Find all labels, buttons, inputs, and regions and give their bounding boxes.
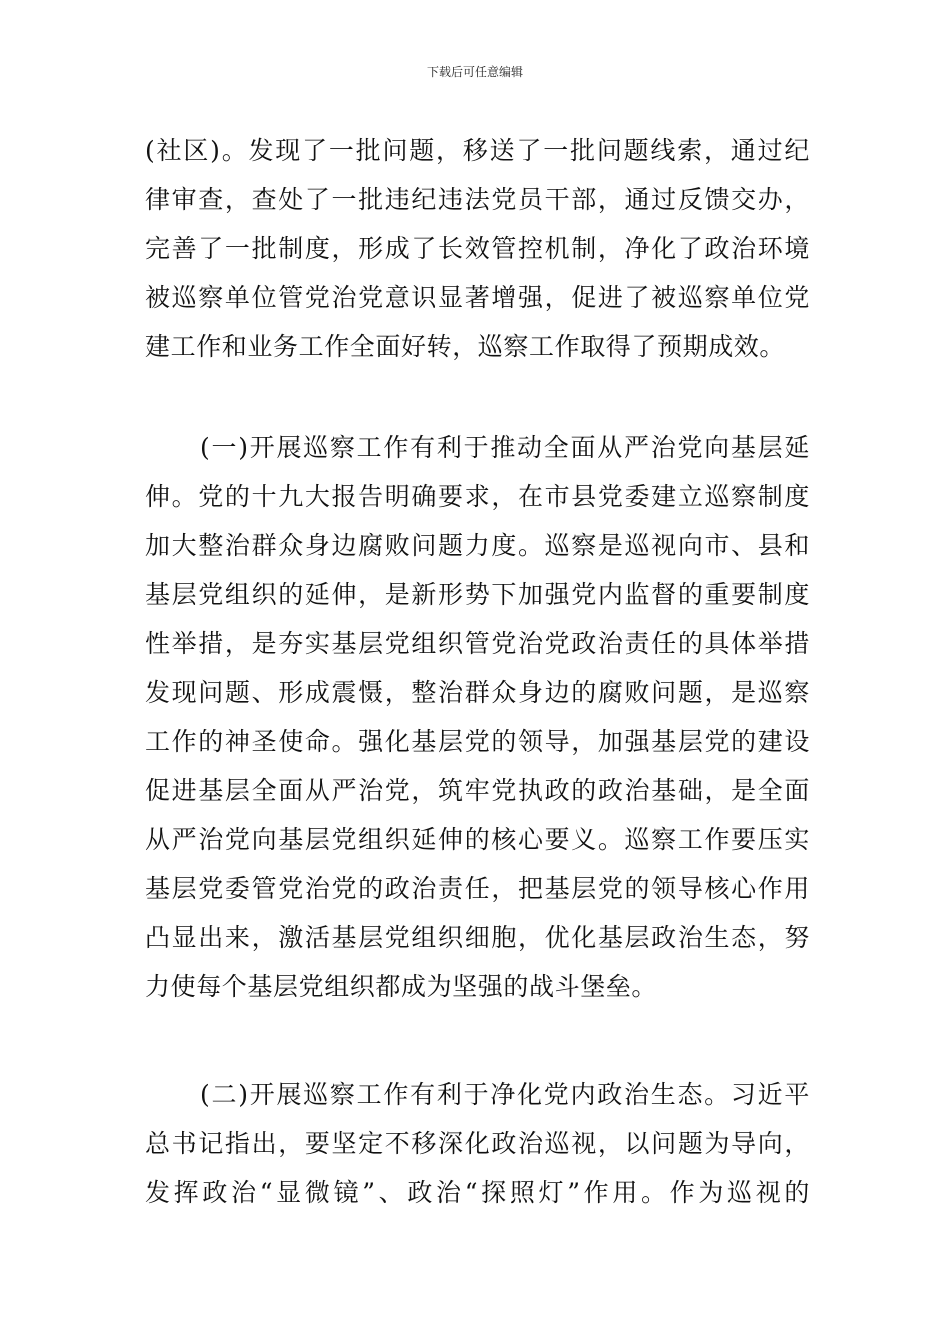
text-line: 力使每个基层党组织都成为坚强的战斗堡垒。 — [145, 972, 658, 1001]
paragraph-section-two — [145, 1070, 810, 1217]
paragraph-continuation — [145, 126, 810, 371]
text-line: 加大整治群众身边腐败问题力度。巡察是巡视向市、县和 — [145, 531, 810, 560]
text-line: 建工作和业务工作全面好转，巡察工作取得了预期成效。 — [145, 332, 786, 361]
text-line: 基层党委管党治党的政治责任，把基层党的领导核心作用 — [145, 874, 810, 903]
text-line: 总书记指出，要坚定不移深化政治巡视，以问题为导向， — [145, 1129, 810, 1158]
text-line: (二)开展巡察工作有利于净化党内政治生态。习近平 — [200, 1080, 810, 1109]
text-line: 基层党组织的延伸，是新形势下加强党内监督的重要制度 — [145, 580, 810, 609]
text-line: 工作的神圣使命。强化基层党的领导，加强基层党的建设 — [145, 727, 810, 756]
text-line: 发现问题、形成震慑，整治群众身边的腐败问题，是巡察 — [145, 678, 810, 707]
paragraph-section-one — [145, 423, 810, 1011]
text-line: (社区)。发现了一批问题，移送了一批问题线索，通过纪 — [145, 136, 810, 165]
text-line: 律审查，查处了一批违纪违法党员干部，通过反馈交办， — [145, 185, 810, 214]
text-line: 性举措，是夯实基层党组织管党治党政治责任的具体举措 — [145, 629, 810, 658]
text-line: 完善了一批制度，形成了长效管控机制，净化了政治环境 — [145, 234, 810, 263]
page-header: 下载后可任意编辑 — [426, 65, 523, 79]
text-line: 从严治党向基层党组织延伸的核心要义。巡察工作要压实 — [145, 825, 810, 854]
text-line: 促进基层全面从严治党，筑牢党执政的政治基础，是全面 — [145, 776, 810, 805]
text-line: (一)开展巡察工作有利于推动全面从严治党向基层延 — [200, 433, 810, 462]
text-line: 凸显出来，激活基层党组织细胞，优化基层政治生态，努 — [145, 923, 810, 952]
text-line: 发挥政治“显微镜”、政治“探照灯”作用。作为巡视的 — [145, 1178, 810, 1207]
text-line: 被巡察单位管党治党意识显著增强，促进了被巡察单位党 — [145, 283, 810, 312]
text-line: 伸。党的十九大报告明确要求，在市县党委建立巡察制度 — [145, 482, 810, 511]
